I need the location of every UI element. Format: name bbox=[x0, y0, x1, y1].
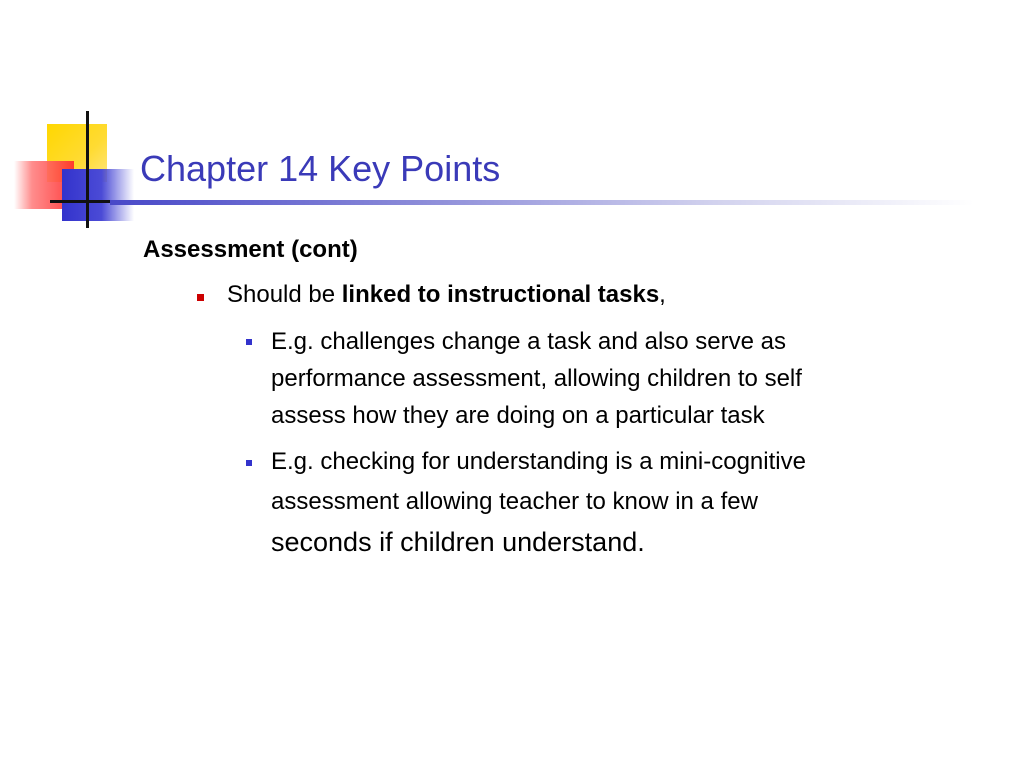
sub-bullet-item bbox=[271, 442, 991, 562]
sub-bullet-line: E.g. checking for understanding is a mini-cognitive bbox=[271, 448, 806, 475]
bullet-text-suffix: , bbox=[659, 281, 666, 308]
bullet-text-bold: linked to instructional tasks bbox=[341, 281, 660, 308]
sub-bullet-square-icon bbox=[246, 460, 252, 466]
sub-bullet-line: seconds if children understand. bbox=[271, 527, 645, 557]
sub-bullet-line: assessment allowing teacher to know in a few bbox=[271, 488, 758, 515]
section-heading: Assessment (cont) bbox=[143, 236, 358, 263]
decor-vertical-line bbox=[86, 111, 89, 228]
decor-horizontal-line bbox=[50, 200, 116, 203]
sub-bullet-line: performance assessment, allowing children to self bbox=[271, 365, 802, 392]
title-underline bbox=[110, 200, 974, 205]
bullet-text-prefix: Should be bbox=[227, 281, 342, 308]
sub-bullet-line: E.g. challenges change a task and also serve as bbox=[271, 328, 786, 355]
sub-bullet-square-icon bbox=[246, 339, 252, 345]
decor-blue-square bbox=[62, 169, 134, 221]
bullet-item bbox=[227, 281, 666, 309]
sub-bullet-line: assess how they are doing on a particular task bbox=[271, 402, 765, 429]
sub-bullet-item bbox=[271, 323, 991, 434]
bullet-square-icon bbox=[197, 294, 204, 301]
slide-title: Chapter 14 Key Points bbox=[140, 148, 501, 189]
